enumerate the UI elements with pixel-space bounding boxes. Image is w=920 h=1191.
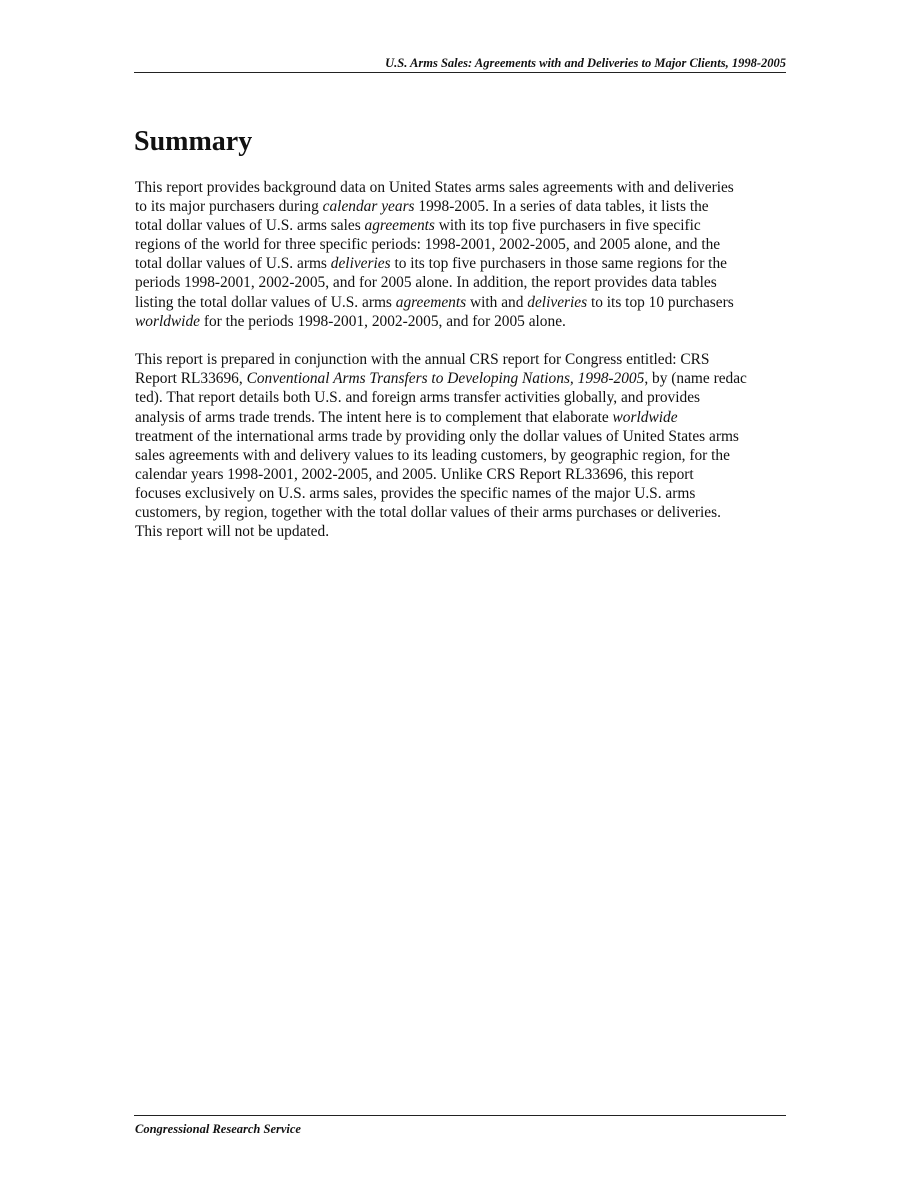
text-line: sales agreements with and delivery values to its leading customers, by geographic region, for the: [135, 446, 730, 464]
running-header: U.S. Arms Sales: Agreements with and Deliveries to Major Clients, 1998-2005: [385, 56, 786, 70]
text-line: This report is prepared in conjunction with the annual CRS report for Congress entitled: CRS: [135, 351, 710, 369]
header-divider: [134, 72, 786, 73]
text-line: worldwide for the periods 1998-2001, 2002-2005, and for 2005 alone.: [135, 312, 566, 330]
emphasis-calendar-years: calendar years: [322, 198, 415, 216]
report-title-citation: Conventional Arms Transfers to Developing Nations, 1998-2005: [246, 370, 645, 388]
text-line: listing the total dollar values of U.S. arms agreements with and deliveries to its top 10 purchasers: [135, 293, 734, 311]
text-line: calendar years 1998-2001, 2002-2005, and 2005. Unlike CRS Report RL33696, this report: [135, 465, 694, 483]
emphasis-agreements: agreements: [364, 217, 435, 235]
footer-divider: [134, 1115, 786, 1116]
text-line: customers, by region, together with the total dollar values of their arms purchases or deliveries.: [135, 504, 721, 521]
summary-paragraph-1: [135, 178, 787, 331]
emphasis-agreements: agreements: [395, 293, 467, 311]
text-line: ted). That report details both U.S. and foreign arms transfer activities globally, and provides: [135, 389, 701, 407]
text-line: regions of the world for three specific periods: 1998-2001, 2002-2005, and 2005 alone, and the: [135, 236, 721, 254]
summary-body: [135, 178, 787, 561]
emphasis-deliveries: deliveries: [527, 293, 588, 311]
emphasis-worldwide: worldwide: [612, 408, 678, 426]
text-line: focuses exclusively on U.S. arms sales, provides the specific names of the major U.S. arms: [135, 484, 696, 502]
summary-paragraph-2: [135, 350, 787, 541]
text-line: periods 1998-2001, 2002-2005, and for 2005 alone. In addition, the report provides data tables: [135, 274, 717, 292]
emphasis-worldwide: worldwide: [135, 312, 200, 330]
page-title: Summary: [134, 126, 253, 157]
emphasis-deliveries: deliveries: [330, 255, 391, 273]
text-line: treatment of the international arms trade by providing only the dollar values of United States arms: [135, 427, 739, 445]
text-line: analysis of arms trade trends. The intent here is to complement that elaborate worldwide: [135, 408, 678, 426]
text-line: total dollar values of U.S. arms deliveries to its top five purchasers in those same regions for the: [135, 255, 727, 273]
text-line: total dollar values of U.S. arms sales agreements with its top five purchasers in five specific: [135, 217, 701, 235]
text-line: This report provides background data on United States arms sales agreements with and deliveries: [135, 179, 734, 196]
running-footer: Congressional Research Service: [135, 1122, 301, 1136]
text-line: to its major purchasers during calendar years 1998-2005. In a series of data tables, it lists the: [135, 198, 709, 216]
text-line: This report will not be updated.: [135, 523, 330, 541]
text-line: Report RL33696, Conventional Arms Transfers to Developing Nations, 1998-2005, by (name redac: [135, 370, 747, 388]
